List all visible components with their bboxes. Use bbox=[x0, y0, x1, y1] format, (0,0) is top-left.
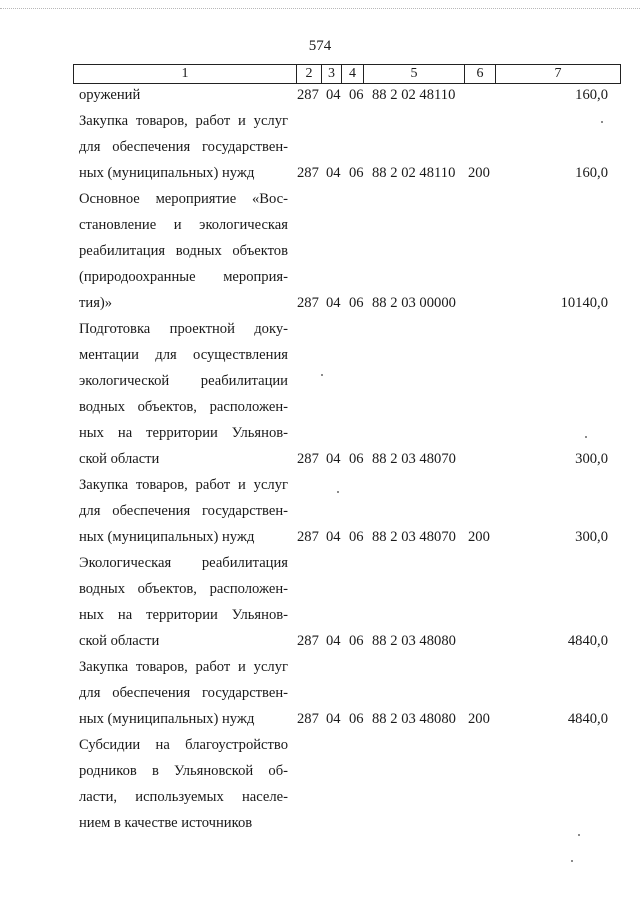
row-description-line: Экологическая реабилитация bbox=[79, 555, 288, 571]
target-article-code: 88 2 02 48110 bbox=[372, 87, 456, 103]
row-description-line: для обеспечения государствен- bbox=[79, 685, 288, 701]
scan-artifact-line bbox=[0, 8, 640, 10]
row-description-line: для обеспечения государствен- bbox=[79, 503, 288, 519]
org-code: 287 bbox=[297, 633, 319, 649]
org-code: 287 bbox=[297, 87, 319, 103]
row-description-line: ных на территории Ульянов- bbox=[79, 425, 288, 441]
row-description-line: ласти, используемых населе- bbox=[79, 789, 288, 805]
expense-type-code: 200 bbox=[468, 711, 490, 727]
target-article-code: 88 2 02 48110 bbox=[372, 165, 456, 181]
amount-value: 160,0 bbox=[575, 87, 608, 103]
target-article-code: 88 2 03 48070 bbox=[372, 529, 456, 545]
row-description-line: оружений bbox=[79, 87, 141, 103]
column-header-7: 7 bbox=[554, 66, 562, 81]
column-header-1: 1 bbox=[74, 65, 297, 83]
org-code: 287 bbox=[297, 451, 319, 467]
row-description-line: водных объектов, расположен- bbox=[79, 581, 288, 597]
row-description-line: Закупка товаров, работ и услуг bbox=[79, 659, 288, 675]
scan-speck bbox=[585, 436, 587, 438]
scan-speck bbox=[578, 834, 580, 836]
amount-value: 4840,0 bbox=[567, 711, 608, 727]
column-header-6: 6 bbox=[465, 65, 496, 83]
row-description-line: реабилитация водных объектов bbox=[79, 243, 288, 259]
row-description-line: ской области bbox=[79, 633, 160, 649]
amount-value: 160,0 bbox=[575, 165, 608, 181]
column-header-5: 5 bbox=[364, 65, 465, 83]
section-code: 04 bbox=[326, 165, 341, 181]
row-description-line: ской области bbox=[79, 451, 160, 467]
amount-value: 10140,0 bbox=[560, 295, 608, 311]
table-column-header bbox=[73, 64, 621, 84]
subsection-code: 06 bbox=[349, 295, 364, 311]
row-description-line: родников в Ульяновской об- bbox=[79, 763, 288, 779]
row-description-line: Субсидии на благоустройство bbox=[79, 737, 288, 753]
target-article-code: 88 2 03 48080 bbox=[372, 711, 456, 727]
subsection-code: 06 bbox=[349, 87, 364, 103]
amount-value: 4840,0 bbox=[567, 633, 608, 649]
row-description-line: ментации для осуществления bbox=[79, 347, 288, 363]
row-description-line: ных на территории Ульянов- bbox=[79, 607, 288, 623]
row-description-line: ных (муниципальных) нужд bbox=[79, 711, 255, 727]
column-header-4: 4 bbox=[342, 65, 364, 83]
column-header-3: 3 bbox=[322, 65, 342, 83]
row-description-line: для обеспечения государствен- bbox=[79, 139, 288, 155]
scan-speck bbox=[337, 491, 339, 493]
row-description-line: нием в качестве источников bbox=[79, 815, 253, 831]
row-description-line: Основное мероприятие «Вос- bbox=[79, 191, 288, 207]
row-description-line: Закупка товаров, работ и услуг bbox=[79, 477, 288, 493]
subsection-code: 06 bbox=[349, 529, 364, 545]
subsection-code: 06 bbox=[349, 711, 364, 727]
org-code: 287 bbox=[297, 165, 319, 181]
subsection-code: 06 bbox=[349, 633, 364, 649]
row-description-line: экологической реабилитации bbox=[79, 373, 288, 389]
expense-type-code: 200 bbox=[468, 165, 490, 181]
amount-value: 300,0 bbox=[575, 529, 608, 545]
scan-speck bbox=[571, 860, 573, 862]
target-article-code: 88 2 03 48070 bbox=[372, 451, 456, 467]
section-code: 04 bbox=[326, 529, 341, 545]
scan-speck bbox=[321, 374, 323, 376]
expense-type-code: 200 bbox=[468, 529, 490, 545]
subsection-code: 06 bbox=[349, 451, 364, 467]
section-code: 04 bbox=[326, 451, 341, 467]
column-header-2: 2 bbox=[297, 65, 322, 83]
section-code: 04 bbox=[326, 711, 341, 727]
row-description-line: становление и экологическая bbox=[79, 217, 288, 233]
row-description-line: Подготовка проектной доку- bbox=[79, 321, 288, 337]
row-description-line: тия)» bbox=[79, 295, 113, 311]
row-description-line: ных (муниципальных) нужд bbox=[79, 529, 255, 545]
row-description-line: водных объектов, расположен- bbox=[79, 399, 288, 415]
org-code: 287 bbox=[297, 295, 319, 311]
page-number: 574 bbox=[308, 38, 332, 54]
target-article-code: 88 2 03 48080 bbox=[372, 633, 456, 649]
section-code: 04 bbox=[326, 295, 341, 311]
section-code: 04 bbox=[326, 633, 341, 649]
org-code: 287 bbox=[297, 529, 319, 545]
section-code: 04 bbox=[326, 87, 341, 103]
scan-speck bbox=[601, 121, 603, 123]
amount-value: 300,0 bbox=[575, 451, 608, 467]
subsection-code: 06 bbox=[349, 165, 364, 181]
org-code: 287 bbox=[297, 711, 319, 727]
row-description-line: ных (муниципальных) нужд bbox=[79, 165, 255, 181]
target-article-code: 88 2 03 00000 bbox=[372, 295, 456, 311]
row-description-line: Закупка товаров, работ и услуг bbox=[79, 113, 288, 129]
row-description-line: (природоохранные мероприя- bbox=[79, 269, 288, 285]
